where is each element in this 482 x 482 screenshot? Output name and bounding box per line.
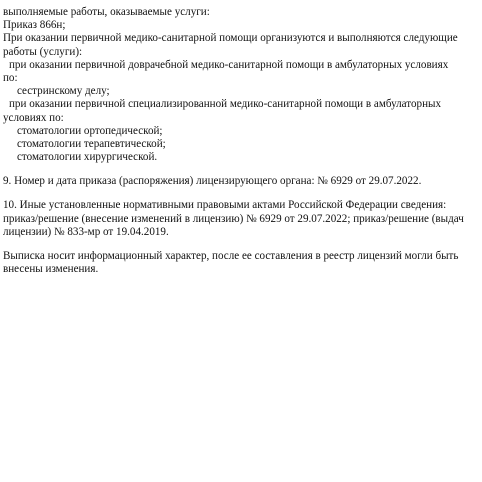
text-line: при оказании первичной специализированной медико-санитарной помощи в амбулаторных [9, 98, 442, 111]
text-line: стоматологии терапевтической; [17, 137, 166, 150]
footer-note: внесены изменения. [3, 263, 99, 276]
section-10-text: лицензии) № 833-мр от 19.04.2019. [3, 225, 169, 238]
text-line: сестринскому делу; [17, 85, 110, 98]
text-line: условиях по: [3, 111, 64, 124]
footer-note: Выписка носит информационный характер, после ее составления в реестр лицензий могли быть [3, 250, 459, 262]
text-line: Приказ 866н; [3, 19, 66, 32]
text-line: стоматологии хирургической. [17, 151, 158, 164]
text-line: При оказании первичной медико-санитарной помощи организуются и выполняются следующие [3, 32, 458, 45]
section-9-text: 9. Номер и дата приказа (распоряжения) лицензирующего органа: № 6929 от 29.07.2022. [3, 175, 422, 188]
text-line: при оказании первичной доврачебной медико-санитарной помощи в амбулаторных условиях [9, 58, 449, 71]
text-line: по: [3, 71, 18, 84]
paragraph-gap [3, 239, 482, 250]
section-10-text: 10. Иные установленные нормативными правовыми актами Российской Федерации сведения: [3, 199, 447, 212]
paragraph-gap [3, 188, 482, 199]
paragraph-gap [3, 164, 482, 175]
text-line: стоматологии ортопедической; [17, 124, 163, 137]
text-line: работы (услуги): [3, 45, 83, 58]
document-body [3, 6, 482, 276]
section-10-text: приказ/решение (внесение изменений в лицензию) № 6929 от 29.07.2022; приказ/решение (выдач [3, 212, 464, 225]
text-line: выполняемые работы, оказываемые услуги: [3, 6, 210, 18]
